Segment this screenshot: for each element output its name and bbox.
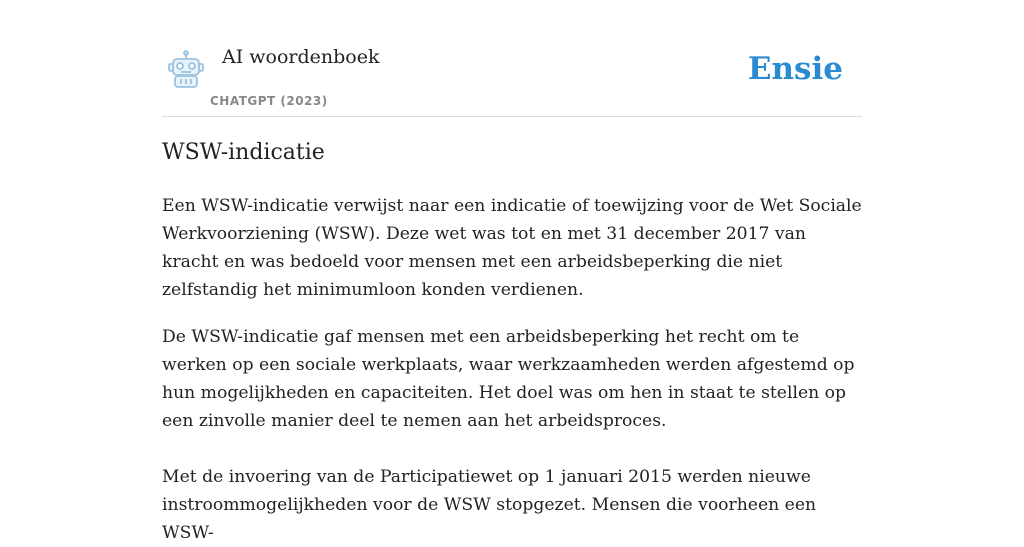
definition-paragraph-2: De WSW-indicatie gaf mensen met een arbeidsbeperking het recht om te werken op een sociale werkplaats, waar werkzaamheden werden afgestemd op hun mogelijkheden en capaciteiten. Het doel was om hen in staat te stellen op een zinvolle manier deel te nemen aan het arbeidsproces.: [162, 327, 855, 431]
dictionary-name-link[interactable]: AI woordenboek: [222, 46, 380, 68]
definition-paragraph-1: Een WSW-indicatie verwijst naar een indicatie of toewijzing voor de Wet Sociale Werkvoorziening (WSW). Deze wet was tot en met 31 december 2017 van kracht en was bedoeld voor mensen met een arbeidsbeperking die niet zelfstandig het minimumloon konden verdienen.: [162, 196, 862, 300]
ensie-logo[interactable]: Ensie: [747, 51, 843, 87]
robot-icon: [165, 50, 207, 90]
definition-paragraph-3: Met de invoering van de Participatiewet op 1 januari 2015 werden nieuwe instroommogelijkheden voor de WSW stopgezet. Mensen die voorheen een WSW-: [162, 467, 817, 543]
dictionary-source: CHATGPT (2023): [210, 94, 328, 108]
dictionary-header: [162, 0, 862, 117]
entry-term: WSW-indicatie: [162, 140, 325, 165]
page-content: [162, 0, 862, 543]
